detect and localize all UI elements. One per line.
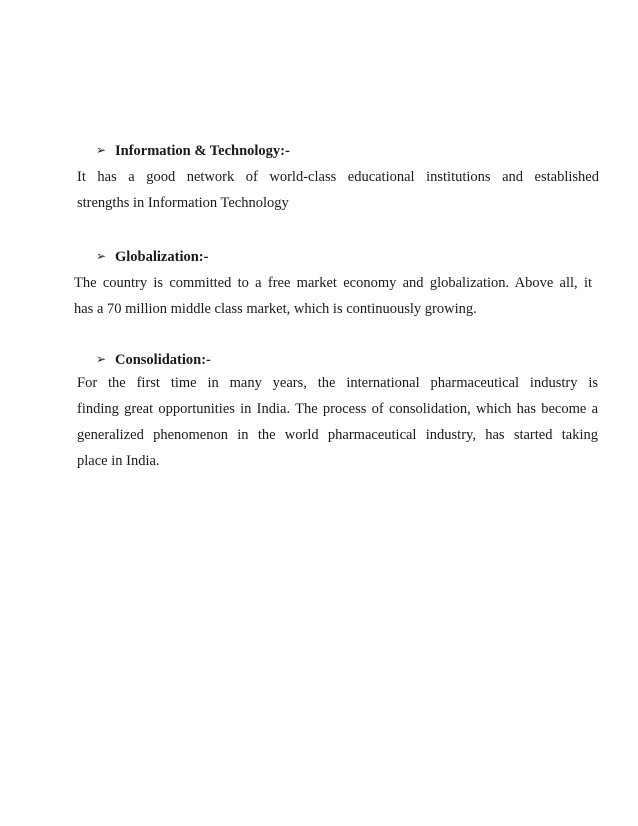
paragraph-line: has a 70 million middle class market, which is continuously growing.	[74, 301, 477, 317]
section-heading-consolidation	[96, 350, 211, 369]
section-heading-globalization	[96, 247, 208, 266]
paragraph-line: generalized phenomenon in the world pharmaceutical industry, has started taking	[77, 427, 598, 443]
arrow-bullet-icon: ➢	[96, 143, 107, 157]
paragraph-line: The country is committed to a free market economy and globalization. Above all, it	[74, 275, 592, 291]
arrow-bullet-icon: ➢	[96, 249, 107, 263]
paragraph-line: For the first time in many years, the international pharmaceutical industry is	[77, 375, 598, 391]
paragraph-line: finding great opportunities in India. The process of consolidation, which has become a	[77, 401, 598, 417]
paragraph-globalization	[74, 270, 592, 322]
section-heading-information-technology	[96, 141, 290, 160]
heading-text: Consolidation:-	[115, 352, 211, 368]
paragraph-consolidation	[77, 370, 598, 474]
heading-text: Information & Technology:-	[115, 143, 290, 159]
paragraph-line: strengths in Information Technology	[77, 195, 289, 211]
paragraph-line: place in India.	[77, 453, 160, 469]
paragraph-information-technology	[77, 164, 599, 216]
arrow-bullet-icon: ➢	[96, 352, 107, 366]
heading-text: Globalization:-	[115, 249, 209, 265]
paragraph-line: It has a good network of world-class educational institutions and established	[77, 169, 599, 185]
